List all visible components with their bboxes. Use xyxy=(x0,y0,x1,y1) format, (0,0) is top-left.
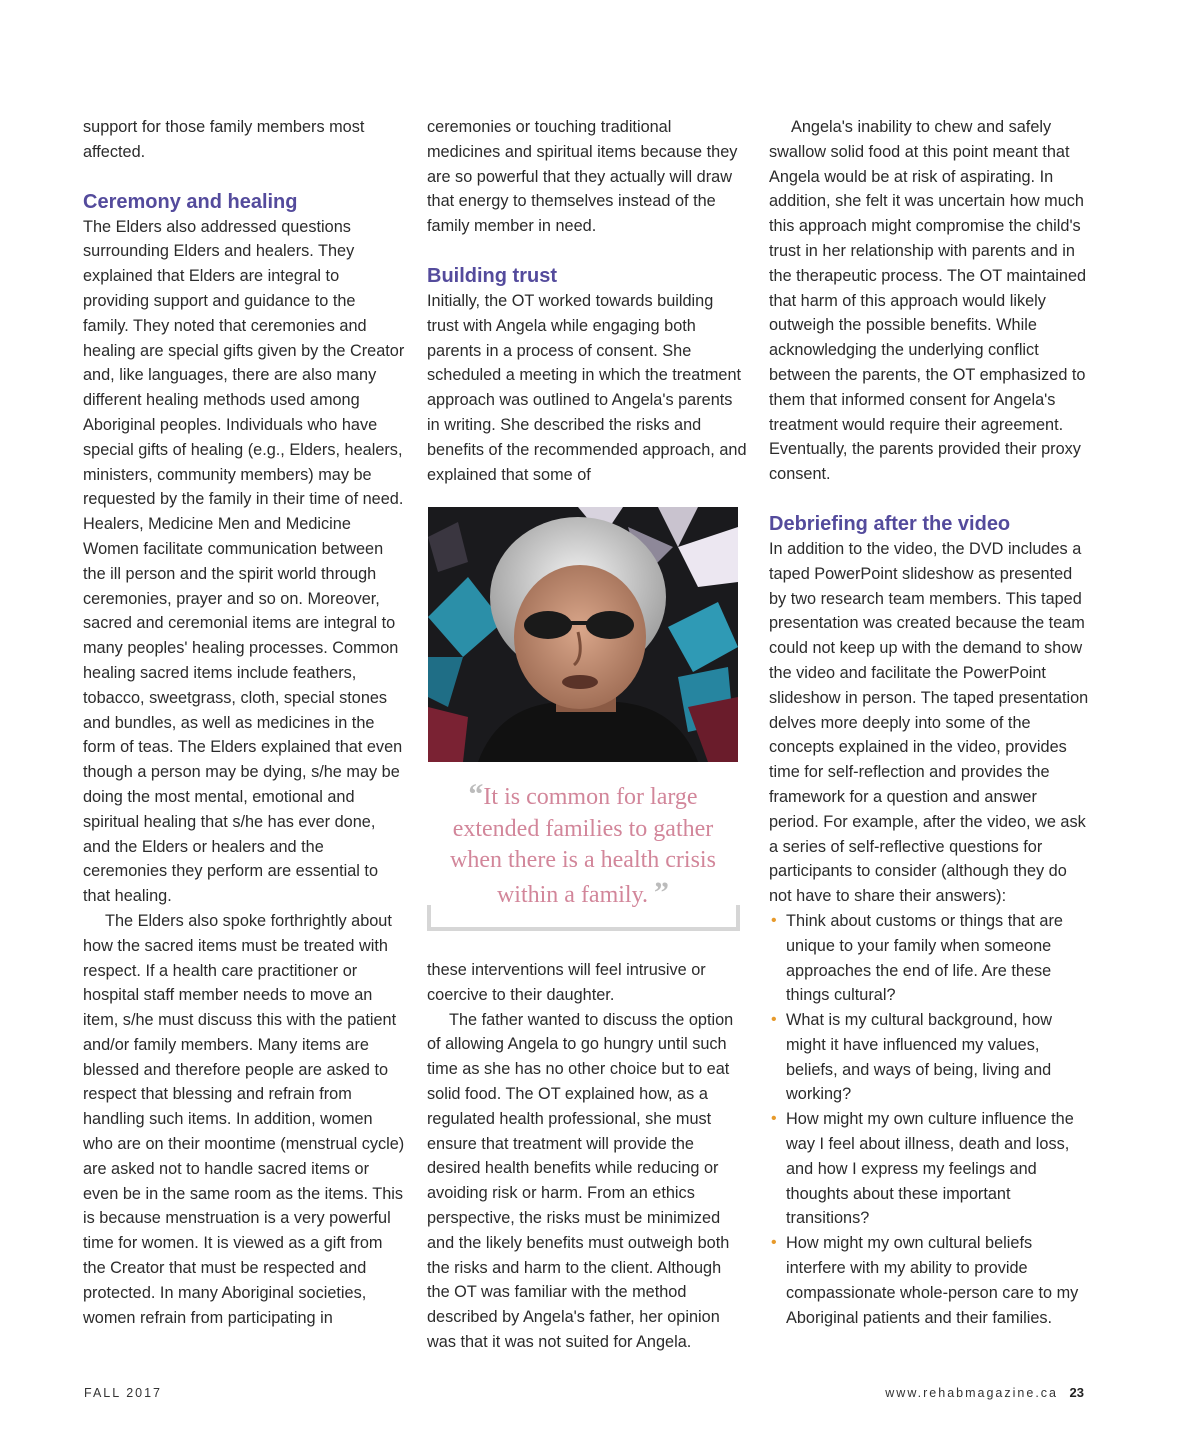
paragraph-father: The father wanted to discuss the option of allowing Angela to go hungry until such time as she has no other choice but to eat solid food. The OT explained how, as a regulated health professional, she must ensure that treatment will provide the desired health benefits while reducing or avoiding risk or harm. From an ethics perspective, the risks must be minimized and the likely benefits must outweigh both the risks and harm to the client. Although the OT was familiar with the method described by Angela's father, her opinion was that it was not suited for Angela. xyxy=(427,1010,734,1351)
column-1 xyxy=(83,115,405,1330)
paragraph-building-trust: Initially, the OT worked towards building trust with Angela while engaging both parents in a process of consent. She scheduled a meeting in which the treatment approach was outlined to Angela's parents in writing. She described the risks and benefits of the recommended approach, and explained that some of xyxy=(427,291,747,484)
list-item-text: Think about customs or things that are unique to your family when someone approaches the end of life. Are these things cultural? xyxy=(786,911,1063,1005)
list-item xyxy=(769,1008,1089,1107)
paragraph-debriefing: In addition to the video, the DVD includes a taped PowerPoint slideshow as presented by two research team members. This taped presentation was created because the team could not keep up with the demand to show the video and facilitate the PowerPoint slideshow in person. The taped presentation delves more deeply into some of the concepts explained in the video, provides time for self-reflection and provides the framework for a question and answer period. For example, after the video, we ask a series of self-reflective questions for participants to consider (although they do not have to share their answers): xyxy=(769,539,1089,906)
close-quote-mark-icon: ” xyxy=(654,875,670,909)
paragraph-ceremonies-continued: ceremonies or touching traditional medicines and spiritual items because they are so powerful that they actually will draw that energy to themselves instead of the family member in need. xyxy=(427,118,738,236)
page-number: 23 xyxy=(1069,1385,1084,1400)
column-2-upper xyxy=(427,115,747,487)
elder-portrait-photo xyxy=(428,507,738,762)
footer-issue: FALL 2017 xyxy=(84,1386,163,1400)
list-item xyxy=(769,1231,1089,1330)
heading-ceremony-and-healing: Ceremony and healing xyxy=(83,190,298,213)
list-item xyxy=(769,909,1089,1008)
pull-quote xyxy=(425,779,741,911)
open-quote-mark-icon: “ xyxy=(468,778,484,811)
paragraph-interventions: these interventions will feel intrusive or coercive to their daughter. xyxy=(427,961,706,1004)
bullet-icon: • xyxy=(771,911,777,929)
bullet-icon: • xyxy=(771,1011,777,1029)
reflection-questions-list xyxy=(769,909,1089,1331)
bullet-icon: • xyxy=(771,1110,777,1128)
column-3 xyxy=(769,115,1089,1330)
paragraph-intro: support for those family members most affected. xyxy=(83,118,365,161)
paragraph-sacred-items: The Elders also spoke forthrightly about how the sacred items must be treated with respect. If a health care practitioner or hospital staff member needs to move an item, s/he must discuss this with the patient and/or family members. Many items are blessed and therefore people are asked to respect that blessing and refrain from handling such items. In addition, women who are on their moontime (menstrual cycle) are asked not to handle sacred items or even be in the same room as the items. This is because menstruation is a very powerful time for women. It is viewed as a gift from the Creator that must be respected and protected. In many Aboriginal societies, women refrain from participating in xyxy=(83,911,405,1327)
list-item xyxy=(769,1107,1089,1231)
list-item-text: How might my own culture influence the way I feel about illness, death and loss, and how I express my feelings and thoughts about these important transitions? xyxy=(786,1110,1074,1228)
list-item-text: What is my cultural background, how might it have influenced my values, beliefs, and ways of being, living and working? xyxy=(786,1011,1053,1104)
pull-quote-bracket xyxy=(427,905,740,931)
list-item-text: How might my own cultural beliefs interfere with my ability to provide compassionate whole-person care to my Aboriginal patients and their families. xyxy=(786,1234,1079,1327)
paragraph-ceremony: The Elders also addressed questions surrounding Elders and healers. They explained that Elders are integral to providing support and guidance to the family. They noted that ceremonies and healing are special gifts given by the Creator and, like languages, there are also many different healing methods used among Aboriginal peoples. Individuals who have special gifts of healing (e.g., Elders, healers, ministers, community members) may be requested by the family in their time of need. Healers, Medicine Men and Medicine Women facilitate communication between the ill person and the spirit world through ceremonies, prayer and so on. Moreover, sacred and ceremonial items are integral to many peoples' healing processes. Common healing sacred items include feathers, tobacco, sweetgrass, cloth, special stones and bundles, as well as medicines in the form of teas. The Elders explained that even though a person may be dying, s/he may be doing the most mental, emotional and spiritual healing that s/he has ever done, and the Elders or healers and the ceremonies they perform are essential to that healing. xyxy=(83,217,405,906)
paragraph-angela: Angela's inability to chew and safely swallow solid food at this point meant that Angela would be at risk of aspirating. In addition, she felt it was uncertain how much this approach might compromise the child's trust in her relationship with parents and in the therapeutic process. The OT maintained that harm of this approach would likely outweigh the possible benefits. While acknowledging the underlying conflict between the parents, the OT emphasized to them that informed consent for Angela's treatment would require their agreement. Eventually, the parents provided their proxy consent. xyxy=(769,118,1087,484)
elder-portrait-illustration xyxy=(428,507,738,762)
heading-debriefing: Debriefing after the video xyxy=(769,512,1011,535)
bullet-icon: • xyxy=(771,1234,777,1252)
heading-building-trust: Building trust xyxy=(427,264,557,287)
column-2-lower xyxy=(427,958,747,1355)
pull-quote-text: It is common for large extended families to gather when there is a health crisis within a family. xyxy=(450,784,716,908)
footer-website[interactable]: www.rehabmagazine.ca xyxy=(885,1386,1058,1400)
